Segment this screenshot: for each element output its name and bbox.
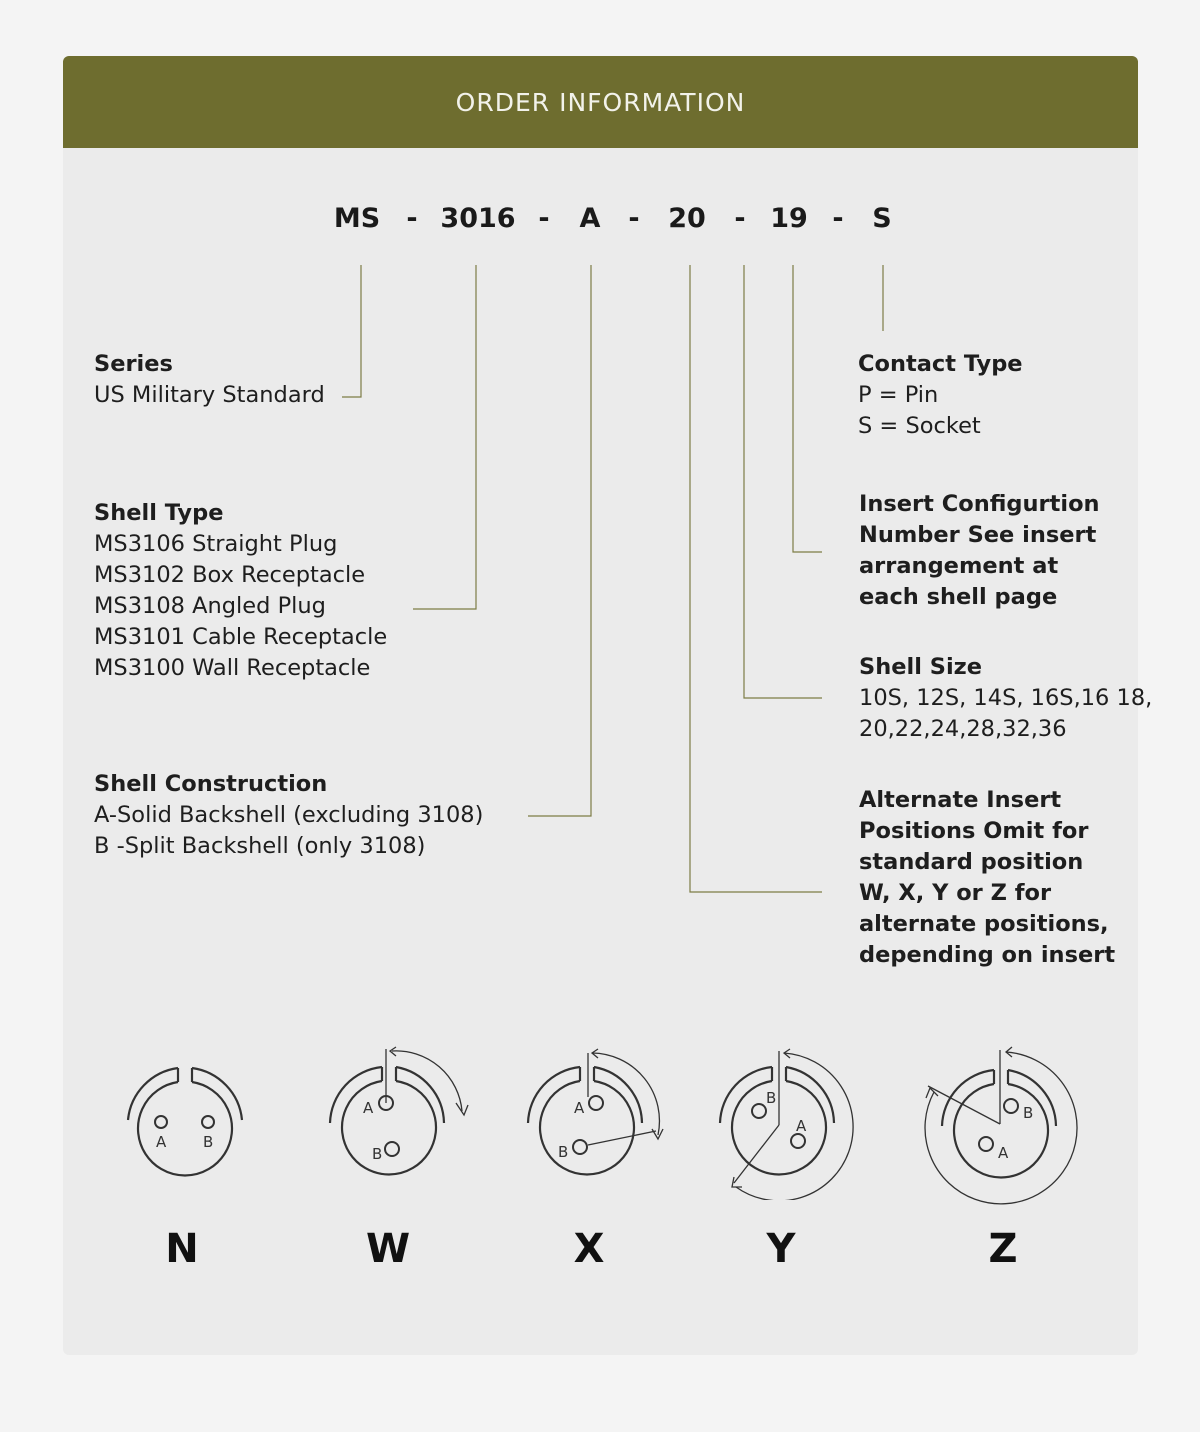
pin-a-label: A — [156, 1133, 167, 1151]
pin-b-label: B — [1023, 1104, 1034, 1122]
code-shell-size: 20 — [668, 203, 706, 234]
code-dash: - — [832, 203, 844, 234]
contact-type-line: P = Pin — [858, 382, 939, 408]
position-n-label: N — [165, 1226, 199, 1272]
position-y-label: Y — [766, 1226, 796, 1272]
contact-type-block — [858, 349, 1023, 442]
position-w-diagram — [322, 1045, 472, 1184]
pin-b-label: B — [766, 1089, 777, 1107]
insert-config-block — [859, 489, 1100, 613]
rotation-arc — [392, 1051, 462, 1111]
pin-b-label: B — [558, 1143, 569, 1161]
alternate-insert-line: Positions Omit for — [859, 818, 1089, 844]
alternate-insert-line: depending on insert — [859, 942, 1116, 968]
code-dash: - — [628, 203, 640, 234]
pin-a-label: A — [574, 1099, 585, 1117]
shell-type-title: Shell Type — [94, 500, 224, 526]
shell-construction-line: B -Split Backshell (only 3108) — [94, 833, 426, 859]
insert-face — [540, 1081, 634, 1174]
code-contact-type: S — [872, 203, 892, 234]
alternate-insert-line: standard position — [859, 849, 1084, 875]
insert-config-line: Insert Configurtion — [859, 491, 1100, 517]
arrow-head — [652, 1129, 663, 1139]
series-title: Series — [94, 351, 173, 377]
pin-b — [202, 1116, 214, 1128]
shell-size-line: 20,22,24,28,32,36 — [859, 716, 1067, 742]
panel-header — [63, 56, 1138, 148]
insert-face — [138, 1082, 232, 1175]
shell-type-block — [94, 498, 387, 684]
series-block — [94, 349, 325, 411]
panel-title: ORDER INFORMATION — [455, 87, 746, 117]
shell-size-title: Shell Size — [859, 654, 983, 680]
position-w-label: W — [365, 1226, 411, 1272]
position-y-diagram — [712, 1045, 862, 1204]
position-z-label: Z — [988, 1226, 1018, 1272]
code-insert-config: 19 — [770, 203, 808, 234]
insert-face — [954, 1084, 1048, 1177]
code-series: MS — [333, 203, 381, 234]
position-x-diagram — [520, 1045, 670, 1184]
alternate-insert-block — [859, 785, 1115, 971]
rotation-arc — [736, 1053, 853, 1200]
pin-a — [791, 1134, 805, 1148]
contact-type-title: Contact Type — [858, 351, 1023, 377]
shell-size-line: 10S, 12S, 14S, 16S,16 18, — [859, 685, 1153, 711]
pin-b — [573, 1140, 587, 1154]
pin-a — [155, 1116, 167, 1128]
pin-b — [385, 1142, 399, 1156]
insert-config-line: arrangement at — [859, 553, 1059, 579]
outer-shell-arc — [396, 1067, 444, 1123]
reference-line — [928, 1086, 1000, 1124]
outer-shell-arc — [594, 1067, 642, 1123]
outer-shell-arc — [786, 1067, 834, 1123]
alternate-insert-line: alternate positions, — [859, 911, 1109, 937]
pin-b — [752, 1104, 766, 1118]
code-shell-type: 3016 — [440, 203, 516, 234]
shell-construction-line: A-Solid Backshell (excluding 3108) — [94, 802, 484, 828]
insert-config-line: each shell page — [859, 584, 1058, 610]
contact-type-line: S = Socket — [858, 413, 981, 439]
pin-a — [979, 1137, 993, 1151]
pin-a — [589, 1096, 603, 1110]
shell-construction-title: Shell Construction — [94, 771, 328, 797]
reference-line — [588, 1131, 656, 1145]
rotation-arc — [592, 1053, 659, 1135]
series-line: US Military Standard — [94, 382, 325, 408]
alternate-insert-line: Alternate Insert — [859, 787, 1062, 813]
shell-size-block — [859, 652, 1152, 745]
shell-type-line: MS3100 Wall Receptacle — [94, 655, 371, 681]
shell-type-line: MS3108 Angled Plug — [94, 593, 326, 619]
shell-type-line: MS3106 Straight Plug — [94, 531, 338, 557]
shell-construction-block — [94, 769, 483, 862]
position-z-diagram — [916, 1040, 1081, 1209]
insert-config-line: Number See insert — [859, 522, 1097, 548]
alternate-insert-line: W, X, Y or Z for — [859, 880, 1052, 906]
pin-a-label: A — [363, 1099, 374, 1117]
rotation-arc — [925, 1052, 1077, 1204]
pin-a-label: A — [796, 1117, 807, 1135]
code-dash: - — [538, 203, 550, 234]
pin-b-label: B — [203, 1133, 214, 1151]
pin-a-label: A — [998, 1144, 1009, 1162]
shell-type-line: MS3101 Cable Receptacle — [94, 624, 388, 650]
position-x-label: X — [573, 1226, 605, 1272]
code-dash: - — [734, 203, 746, 234]
code-dash: - — [406, 203, 418, 234]
insert-face — [342, 1081, 436, 1174]
pin-b-label: B — [372, 1145, 383, 1163]
code-shell-construction: A — [579, 203, 601, 234]
shell-type-line: MS3102 Box Receptacle — [94, 562, 366, 588]
position-n-diagram — [118, 1060, 252, 1184]
pin-b — [1004, 1099, 1018, 1113]
